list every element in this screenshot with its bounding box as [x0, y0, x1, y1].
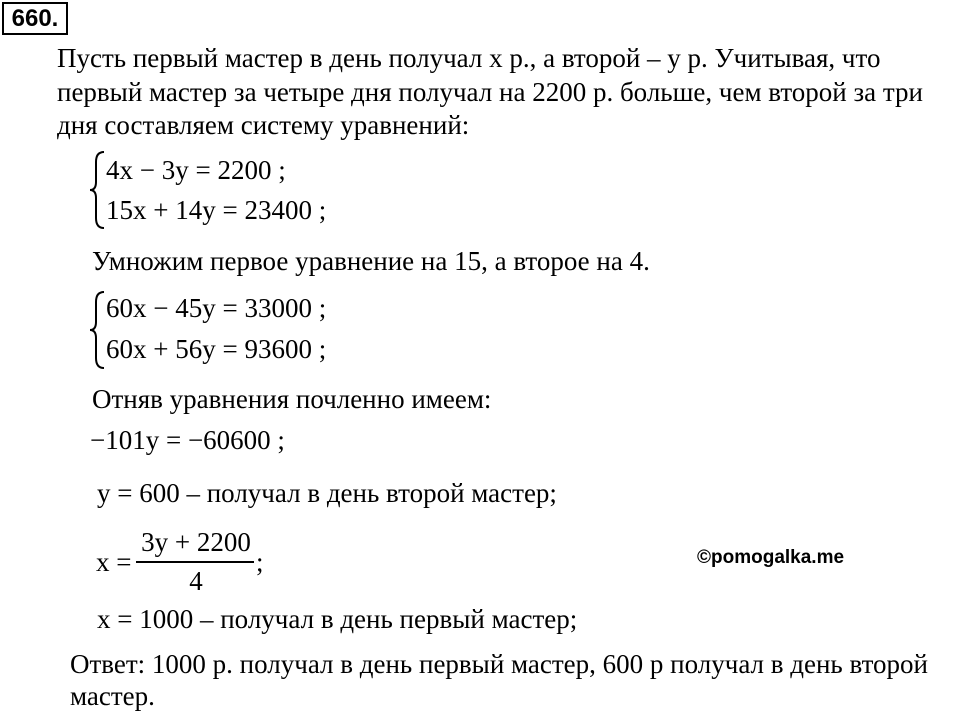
y-equation: y = 600 [97, 478, 180, 508]
answer-line-1: Ответ: 1000 р. получал в день первый мастер, 600 р получал в день второй [70, 649, 928, 679]
system1-equation-1: 4x − 3y = 2200 ; [106, 155, 286, 185]
fraction-bar [136, 561, 254, 563]
answer-line-2: мастер. [70, 681, 155, 711]
system-brace-1 [88, 150, 108, 230]
x-formula-denominator: 4 [189, 566, 203, 596]
y-description: – получал в день второй мастер; [179, 478, 557, 508]
x-formula-numerator: 3y + 2200 [141, 527, 251, 557]
step-subtract-text: Отняв уравнения почленно имеем: [92, 384, 492, 414]
system2-equation-1: 60x − 45y = 33000 ; [106, 293, 327, 323]
x-formula-lhs: x = [96, 547, 132, 577]
watermark-text: ©pomogalka.me [697, 547, 845, 568]
x-equation: x = 1000 [97, 604, 194, 634]
x-result-line [97, 603, 577, 635]
x-formula-tail: ; [256, 547, 264, 577]
result-equation: −101y = −60600 ; [90, 425, 285, 455]
intro-line-1: Пусть первый мастер в день получал x р., а второй – y р. Учитывая, что [57, 43, 881, 73]
x-description: – получал в день первый мастер; [193, 604, 578, 634]
system2-equation-2: 60x + 56y = 93600 ; [106, 334, 327, 364]
task-number: 660. [2, 2, 68, 35]
y-result-line [97, 477, 557, 509]
intro-line-3: дня составляем систему уравнений: [57, 110, 470, 140]
system-brace-2 [88, 290, 108, 370]
step-multiply-text: Умножим первое уравнение на 15, а второе на 4. [92, 246, 650, 276]
system1-equation-2: 15x + 14y = 23400 ; [106, 195, 327, 225]
intro-line-2: первый мастер за четыре дня получал на 2200 р. больше, чем второй за три [57, 77, 923, 107]
